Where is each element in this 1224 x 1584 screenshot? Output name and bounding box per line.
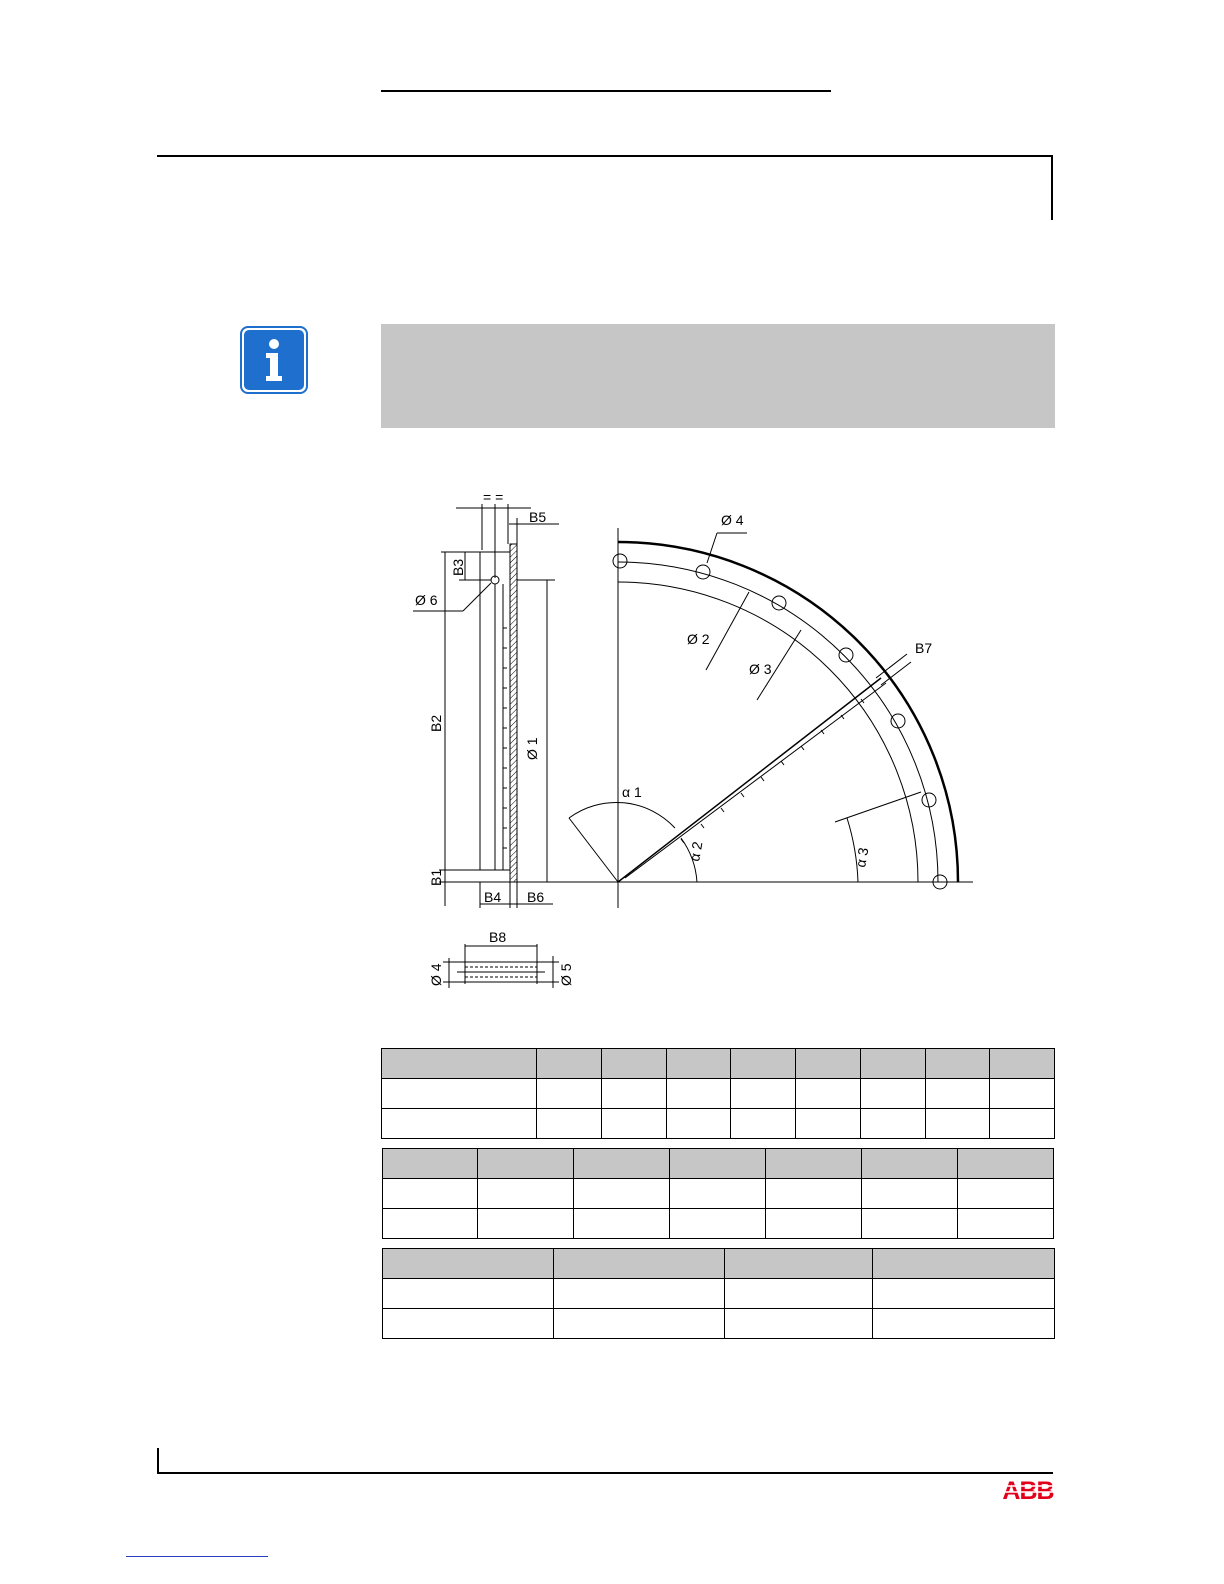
table-row — [382, 1109, 1055, 1139]
abb-logo-text: ABB — [1002, 1478, 1054, 1502]
table-header-row — [383, 1149, 1054, 1179]
table-row — [383, 1279, 1055, 1309]
dim-b5-label: B5 — [529, 509, 547, 525]
dim-d1-label: Ø 1 — [524, 737, 540, 760]
side-view — [413, 489, 611, 908]
dim-b7-label: B7 — [915, 640, 933, 656]
header-frame-right-edge — [1051, 155, 1053, 220]
dim-d2-label: Ø 2 — [687, 631, 710, 647]
dim-d6-label: Ø 6 — [415, 592, 438, 608]
dimension-table-2 — [382, 1148, 1054, 1239]
info-icon — [240, 326, 308, 394]
note-box — [381, 324, 1055, 428]
dim-b6-label: B6 — [527, 889, 545, 905]
dim-d4-label: Ø 4 — [721, 512, 744, 528]
dim-d5-label: Ø 5 — [558, 963, 574, 986]
header-top-rule — [381, 90, 831, 92]
front-view — [569, 512, 973, 908]
dim-a1-label: α 1 — [622, 784, 642, 800]
dim-b2-label: B2 — [428, 714, 444, 732]
table-header-row — [383, 1249, 1055, 1279]
dimension-table-1 — [381, 1048, 1055, 1139]
footer-link-underline[interactable] — [126, 1556, 268, 1557]
dim-d3-label: Ø 3 — [749, 661, 772, 677]
footer-rule — [157, 1472, 1053, 1474]
dim-a3-label: α 3 — [852, 846, 872, 869]
dim-b1-label: B1 — [428, 868, 444, 886]
table-row — [383, 1209, 1054, 1239]
pin-detail — [428, 929, 574, 988]
header-frame-rule — [157, 155, 1053, 157]
technical-drawing — [381, 488, 1055, 1018]
table-row — [383, 1309, 1055, 1339]
equal-marks-label: = = — [483, 489, 504, 505]
table-row — [382, 1079, 1055, 1109]
dim-b3-label: B3 — [450, 558, 466, 576]
dim-a2-label: α 2 — [686, 840, 706, 863]
footer-frame-left-edge — [157, 1448, 159, 1473]
dim-d4-pin-label: Ø 4 — [428, 963, 444, 986]
dimension-table-3 — [382, 1248, 1055, 1339]
dim-b4-label: B4 — [484, 889, 502, 905]
dim-b8-label: B8 — [489, 929, 507, 945]
table-header-row — [382, 1049, 1055, 1079]
abb-logo — [1000, 1478, 1056, 1502]
table-row — [383, 1179, 1054, 1209]
